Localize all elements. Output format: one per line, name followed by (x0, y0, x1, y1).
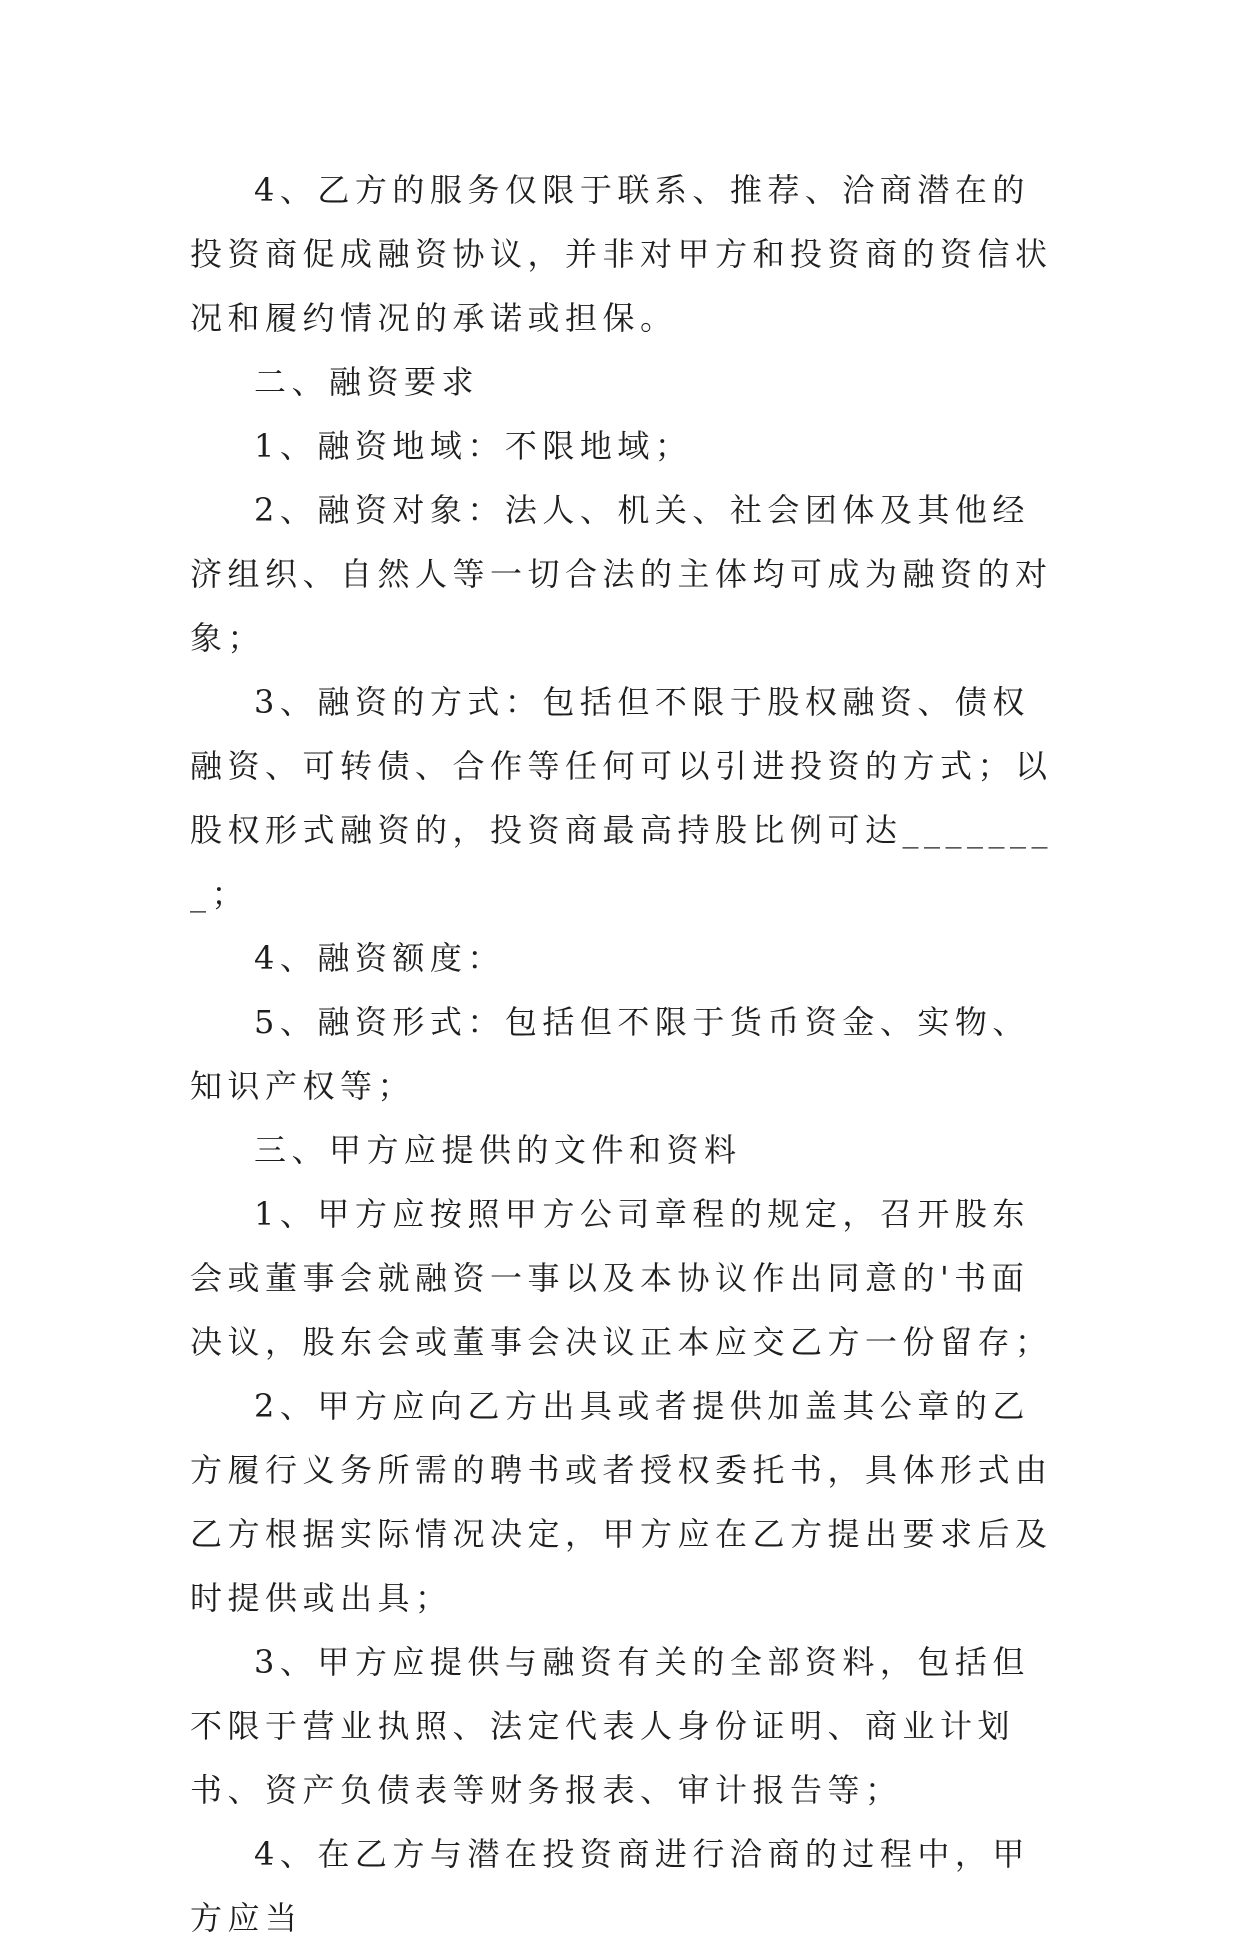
paragraph-financing-amount: 4、融资额度： (254, 939, 505, 977)
paragraph-board-resolution: 1、甲方应按照甲方公司章程的规定，召开股东会或董事会就融资一事以及本协议作出同意的'书面决议，股东会或董事会决议正本应交乙方一份留存； (190, 1195, 1053, 1361)
paragraph-financing-method: 3、融资的方式：包括但不限于股权融资、债权融资、可转债、合作等任何可以引进投资的方式；以股权形式融资的，投资商最高持股比例可达________； (190, 683, 1054, 913)
paragraph-financing-region: 1、融资地域：不限地域； (254, 427, 693, 465)
document-body (190, 158, 1062, 1950)
paragraph-financial-materials: 3、甲方应提供与融资有关的全部资料，包括但不限于营业执照、法定代表人身份证明、商业计划书、资产负债表等财务报表、审计报告等； (190, 1643, 1030, 1809)
paragraph-authorization-letter: 2、甲方应向乙方出具或者提供加盖其公章的乙方履行义务所需的聘书或者授权委托书，具体形式由乙方根据实际情况决定，甲方应在乙方提出要求后及时提供或出具； (190, 1387, 1053, 1617)
paragraph-financing-form: 5、融资形式：包括但不限于货币资金、实物、知识产权等； (190, 1003, 1030, 1105)
paragraph-financing-target: 2、融资对象：法人、机关、社会团体及其他经济组织、自然人等一切合法的主体均可成为融资的对象； (190, 491, 1053, 657)
paragraph-negotiation: 4、在乙方与潜在投资商进行洽商的过程中，甲方应当 (190, 1835, 1030, 1937)
section-heading-financing-requirements: 二、融资要求 (254, 363, 480, 401)
paragraph-service-scope: 4、乙方的服务仅限于联系、推荐、洽商潜在的投资商促成融资协议，并非对甲方和投资商的资信状况和履约情况的承诺或担保。 (190, 171, 1053, 337)
section-heading-documents: 三、甲方应提供的文件和资料 (254, 1131, 742, 1169)
